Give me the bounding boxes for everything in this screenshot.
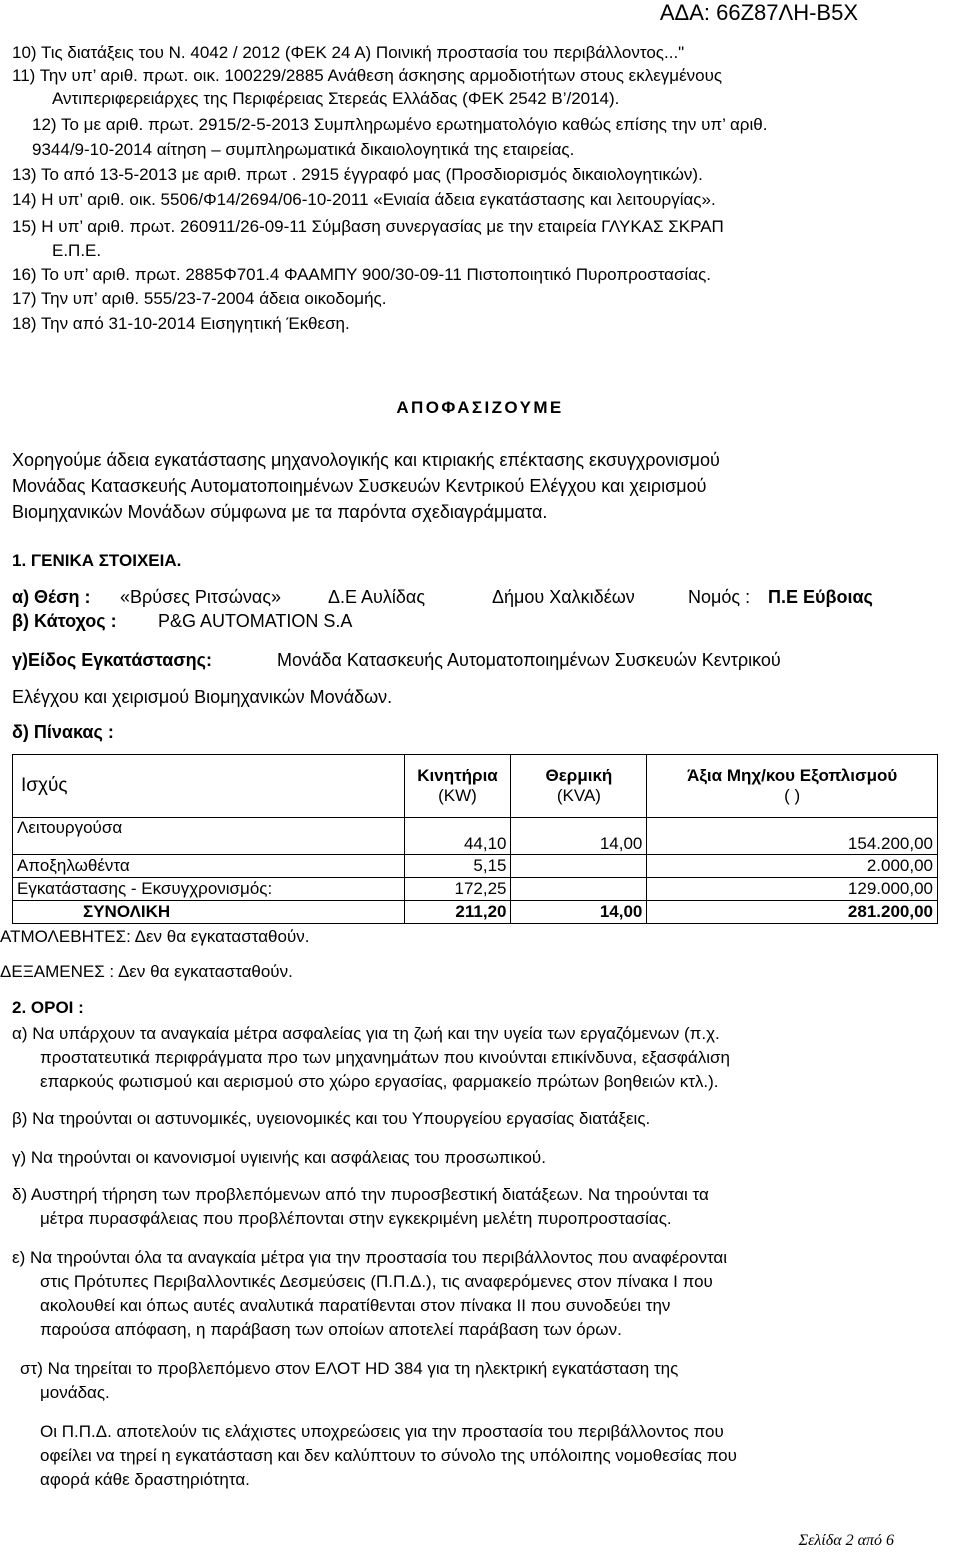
type-value-line: Ελέγχου και χειρισμού Βιομηχανικών Μονάδων. <box>12 687 393 707</box>
term-d-line: μέτρα πυρασφάλειας που προβλέπονται στην εγκεκριμένη μελέτη πυροπροστασίας. <box>40 1209 672 1228</box>
header-axia-label: Άξια Μηχ/κου Εξοπλισμού <box>687 766 898 785</box>
table-header-row <box>13 755 938 818</box>
holder-value: P&G AUTOMATION S.A <box>158 611 353 631</box>
location-de: Δ.Ε Αυλίδας <box>328 587 425 607</box>
header-axia-unit: ( ) <box>784 786 801 805</box>
dexamenes-note: ΔΕΞΑΜΕΝΕΣ : Δεν θα εγκατασταθούν. <box>0 962 293 981</box>
reference-item: 10) Τις διατάξεις του Ν. 4042 / 2012 (ΦΕΚ 24 Α) Ποινική προστασία του περιβάλλοντος..." <box>12 43 685 62</box>
decision-text-line: Χορηγούμε άδεια εγκατάστασης μηχανολογικής και κτιριακής επέκτασης εκσυγχρονισμού <box>12 450 720 470</box>
table-row <box>13 855 938 878</box>
term-e-line: παρούσα απόφαση, η παράβαση των οποίων αποτελεί παράβαση των όρων. <box>40 1320 622 1339</box>
term-d-line: δ) Αυστηρή τήρηση των προβλεπόμενων από την πυροσβεστική διατάξεων. Να τηρούνται τα <box>12 1185 709 1204</box>
term-e-line: ε) Να τηρούνται όλα τα αναγκαία μέτρα για την προστασία του περιβάλλοντος που αναφέρονται <box>12 1248 728 1267</box>
term-b-line: β) Να τηρούνται οι αστυνομικές, υγειονομικές και του Υπουργείου εργασίας διατάξεις. <box>12 1109 651 1128</box>
term-e-line: στις Πρότυπες Περιβαλλοντικές Δεσμεύσεις (Π.Π.Δ.), τις αναφερόμενες στον πίνακα Ι που <box>40 1272 713 1291</box>
total-label: ΣΥΝΟΛΙΚΗ <box>13 901 405 924</box>
term-a-line: α) Να υπάρχουν τα αναγκαία μέτρα ασφαλείας για τη ζωή και την υγεία των εργαζόμενων (π.χ. <box>12 1024 720 1043</box>
ada-code: ΑΔΑ: 66Ζ87ΛΗ-Β5Χ <box>659 0 858 25</box>
header-kinitiria-unit: (KW) <box>438 786 477 805</box>
decision-title: ΑΠΟΦΑΣΙΖΟΥΜΕ <box>396 398 564 417</box>
row-value: 2.000,00 <box>647 855 938 878</box>
header-kinitiria-label: Κινητήρια <box>417 766 498 785</box>
table-total-row <box>13 901 938 924</box>
header-thermiki <box>511 755 647 818</box>
power-table <box>12 754 938 924</box>
header-thermiki-unit: (KVA) <box>556 786 601 805</box>
term-st-line: στ) Να τηρείται το προβλεπόμενο στον ΕΛΟΤ HD 384 για τη ηλεκτρική εγκατάσταση της <box>20 1359 679 1378</box>
location-nomos-value: Π.Ε Εύβοιας <box>768 587 873 607</box>
reference-item: 11) Την υπ’ αριθ. πρωτ. οικ. 100229/2885 Ανάθεση άσκησης αρμοδιοτήτων στους εκλεγμένους <box>12 66 723 85</box>
row-kw: 44,10 <box>404 818 511 855</box>
table-label: δ) Πίνακας : <box>12 722 114 742</box>
row-label: Λειτουργούσα <box>13 818 405 855</box>
reference-item: 14) Η υπ’ αριθ. οικ. 5506/Φ14/2694/06-10-2011 «Ενιαία άδεια εγκατάστασης και λειτουργίας». <box>12 190 716 209</box>
row-value: 154.200,00 <box>647 818 938 855</box>
total-value: 281.200,00 <box>647 901 938 924</box>
ppd-line: οφείλει να τηρεί η εγκατάσταση και δεν καλύπτουν το σύνολο της υπόλοιπης νομοθεσίας που <box>40 1446 737 1465</box>
term-c-line: γ) Να τηρούνται οι κανονισμοί υγιεινής και ασφάλειας του προσωπικού. <box>12 1148 546 1167</box>
table-row <box>13 818 938 855</box>
atmolevites-note: ΑΤΜΟΛΕΒΗΤΕΣ: Δεν θα εγκατασταθούν. <box>0 927 310 946</box>
row-kw: 172,25 <box>404 878 511 901</box>
row-value: 129.000,00 <box>647 878 938 901</box>
row-kva <box>511 855 647 878</box>
header-kinitiria <box>404 755 511 818</box>
type-value-line: Μονάδα Κατασκευής Αυτοματοποιημένων Συσκευών Κεντρικού <box>277 650 781 670</box>
decision-text-line: Βιομηχανικών Μονάδων σύμφωνα με τα παρόντα σχεδιαγράμματα. <box>12 502 548 522</box>
header-thermiki-label: Θερμική <box>545 766 613 785</box>
total-kw: 211,20 <box>404 901 511 924</box>
type-label: γ)Είδος Εγκατάστασης: <box>12 650 212 670</box>
reference-item: Ε.Π.Ε. <box>52 241 102 260</box>
reference-item: 15) Η υπ’ αριθ. πρωτ. 260911/26-09-11 Σύμβαση συνεργασίας με την εταιρεία ΓΛΥΚΑΣ ΣΚΡΑΠ <box>12 217 724 236</box>
general-heading: 1. ΓΕΝΙΚΑ ΣΤΟΙΧΕΙΑ. <box>12 551 182 570</box>
ppd-line: αφορά κάθε δραστηριότητα. <box>40 1470 250 1489</box>
header-ischys: Ισχύς <box>13 755 405 818</box>
term-st-line: μονάδας. <box>40 1383 110 1402</box>
row-kva <box>511 878 647 901</box>
terms-heading: 2. ΟΡΟΙ : <box>12 998 84 1017</box>
term-e-line: ακολουθεί και όπως αυτές αναλυτικά παρατίθενται στον πίνακα ΙΙ που συνοδεύει την <box>40 1296 671 1315</box>
total-kva: 14,00 <box>511 901 647 924</box>
reference-item: 18) Την από 31-10-2014 Εισηγητική Έκθεση. <box>12 314 350 333</box>
decision-text-line: Μονάδας Κατασκευής Αυτοματοποιημένων Συσκευών Κεντρικού Ελέγχου και χειρισμού <box>12 476 707 496</box>
location-label: α) Θέση : <box>12 587 91 607</box>
row-label: Εγκατάστασης - Εκσυγχρονισμός: <box>13 878 405 901</box>
row-kw: 5,15 <box>404 855 511 878</box>
ppd-line: Οι Π.Π.Δ. αποτελούν τις ελάχιστες υποχρεώσεις για την προστασία του περιβάλλοντος που <box>40 1422 724 1441</box>
reference-item: 13) Το από 13-5-2013 με αριθ. πρωτ . 2915 έγγραφό μας (Προσδιορισμός δικαιολογητικών). <box>12 165 703 184</box>
location-nomos-label: Νομός : <box>688 587 751 607</box>
reference-item: 17) Την υπ’ αριθ. 555/23-7-2004 άδεια οικοδομής. <box>12 289 387 308</box>
table-row <box>13 878 938 901</box>
reference-item: 16) Το υπ’ αριθ. πρωτ. 2885Φ701.4 ΦΑΑΜΠΥ 900/30-09-11 Πιστοποιητικό Πυροπροστασίας. <box>12 265 712 284</box>
reference-item: Αντιπεριφερειάρχες της Περιφέρειας Στερεάς Ελλάδας (ΦΕΚ 2542 Β’/2014). <box>52 89 620 108</box>
holder-label: β) Κάτοχος : <box>12 611 117 631</box>
term-a-line: προστατευτικά περιφράγματα προ των μηχανημάτων που κινούνται επικίνδυνα, εξασφάλιση <box>40 1048 730 1067</box>
row-label: Αποξηλωθέντα <box>13 855 405 878</box>
reference-item: 12) Το με αριθ. πρωτ. 2915/2-5-2013 Συμπληρωμένο ερωτηματολόγιο καθώς επίσης την υπ’ αριθ. <box>32 115 768 134</box>
term-a-line: επαρκούς φωτισμού και αερισμού στο χώρο εργασίας, φαρμακείο πρώτων βοηθειών κτλ.). <box>40 1072 719 1091</box>
header-axia <box>647 755 938 818</box>
reference-item: 9344/9-10-2014 αίτηση – συμπληρωματικά δικαιολογητικά της εταιρείας. <box>32 140 575 159</box>
location-place: «Βρύσες Ριτσώνας» <box>120 587 282 607</box>
page-number: Σελίδα 2 από 6 <box>798 1532 894 1549</box>
row-kva: 14,00 <box>511 818 647 855</box>
location-dimos: Δήμου Χαλκιδέων <box>492 587 635 607</box>
